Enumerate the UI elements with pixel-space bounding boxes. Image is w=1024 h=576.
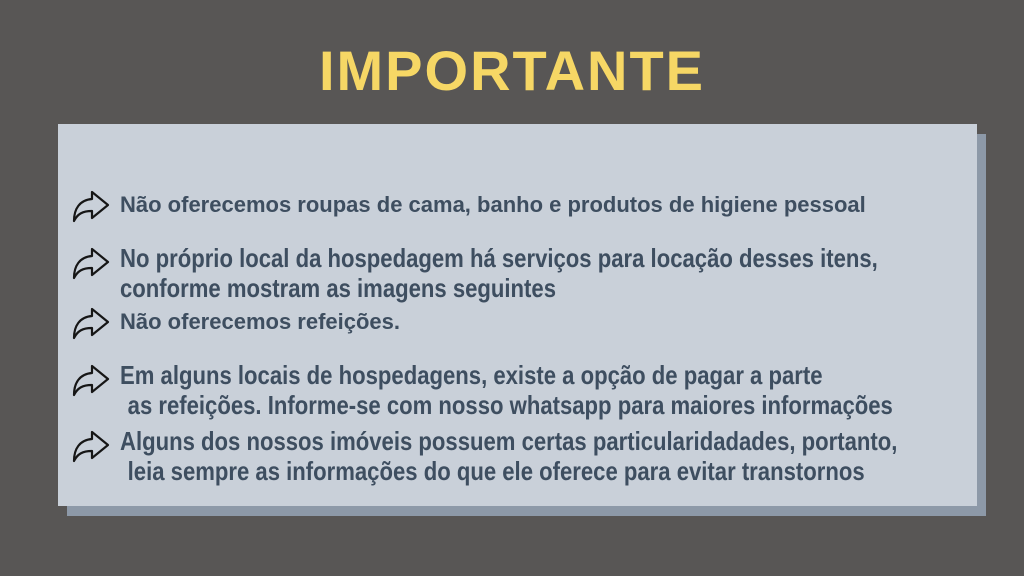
arrow-right-icon [70, 305, 112, 341]
bullet-line: as refeições. Informe-se com nosso whatsapp para maiores informações [127, 390, 893, 420]
bullet-line: No próprio local da hospedagem há serviços para locação desses itens, [120, 243, 878, 273]
bullet-text [120, 426, 897, 486]
bullet-line: Não oferecemos refeições. [120, 309, 401, 334]
bullet-line: Não oferecemos roupas de cama, banho e produtos de higiene pessoal [120, 192, 866, 217]
bullet-line: leia sempre as informações do que ele oferece para evitar transtornos [127, 456, 865, 486]
bullet-line: Em alguns locais de hospedagens, existe a opção de pagar a parte [120, 360, 823, 390]
bullet-line: Alguns dos nossos imóveis possuem certas particularidadades, portanto, [120, 426, 898, 456]
bullet-item [70, 426, 1024, 486]
bullet-text [120, 188, 866, 222]
arrow-right-icon [70, 245, 112, 281]
bullet-text [120, 360, 893, 420]
content-card [58, 124, 977, 506]
arrow-right-icon [70, 428, 112, 464]
bullet-item [70, 243, 1012, 303]
bullet-item [70, 188, 866, 224]
arrow-right-icon [70, 362, 112, 398]
bullet-line: conforme mostram as imagens seguintes [120, 273, 557, 303]
bullet-item [70, 305, 400, 341]
bullet-item [70, 360, 1024, 420]
arrow-right-icon [70, 188, 112, 224]
bullet-text [120, 305, 400, 339]
slide-title: IMPORTANTE [318, 39, 706, 102]
bullet-text [120, 243, 878, 303]
